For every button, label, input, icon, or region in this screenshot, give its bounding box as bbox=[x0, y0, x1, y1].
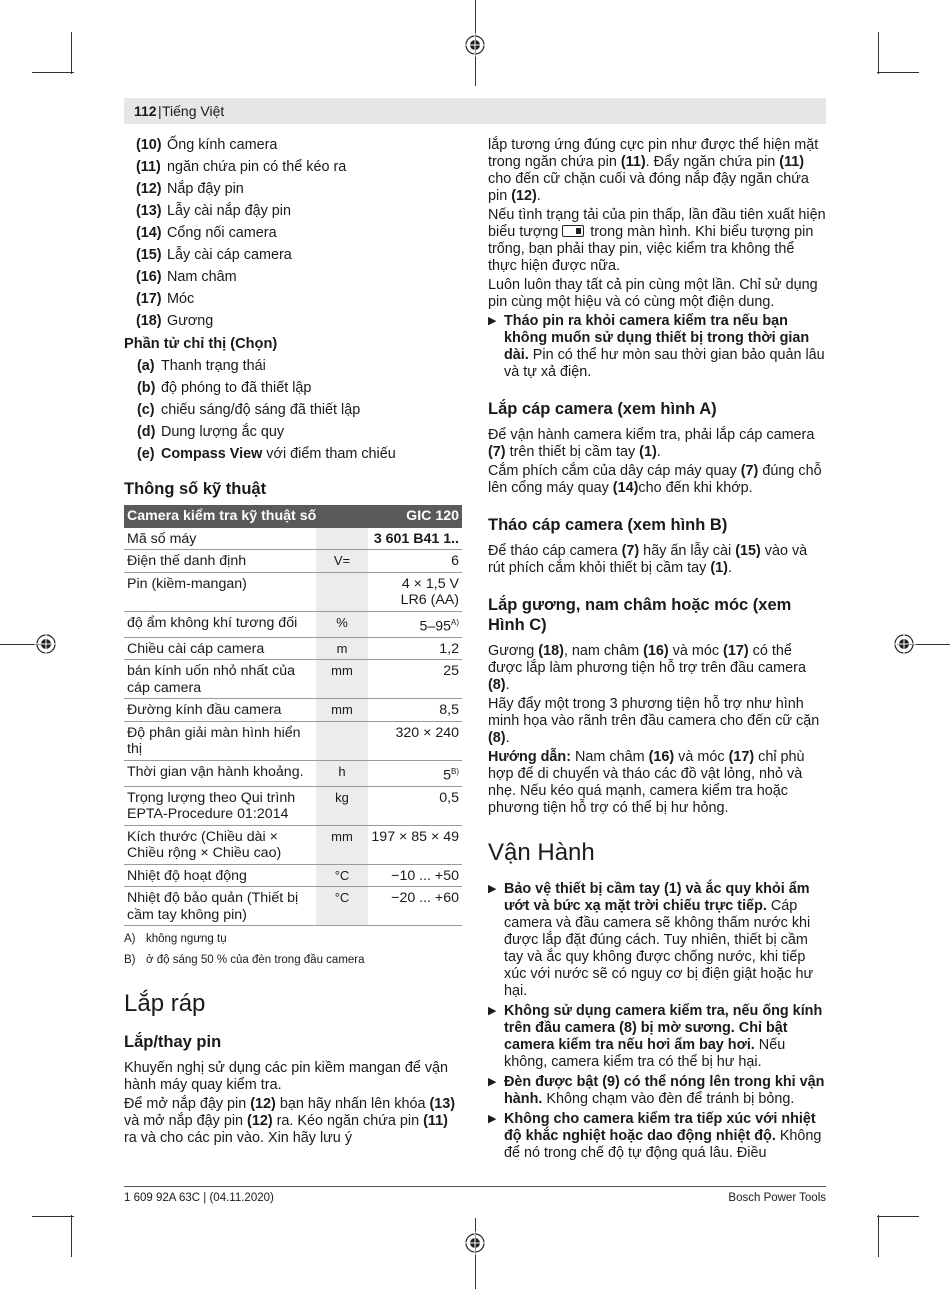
registration-mark-top bbox=[463, 33, 487, 57]
list-item: (a) Thanh trạng thái bbox=[137, 358, 266, 374]
list-item: (10) Ống kính camera bbox=[136, 137, 278, 153]
list-item: (14) Cổng nối camera bbox=[136, 225, 277, 241]
remove-cable-heading: Tháo cáp camera (xem hình B) bbox=[488, 516, 728, 534]
battery-low-paragraph: Nếu tình trạng tải của pin thấp, lần đầu tiên xuất hiện biểu tượng trong màn hình. Khi biểu tượng pin trống, bạn phải thay pin, việc kiểm tra không thể thực hiện được nữa. bbox=[488, 207, 826, 274]
table-row: Nhiệt độ hoạt động °C −10 ... +50 bbox=[124, 864, 462, 887]
list-item: (18) Gương bbox=[136, 313, 214, 329]
table-row: Điện thế danh định V= 6 bbox=[124, 550, 462, 573]
header-separator: | bbox=[158, 103, 162, 119]
bullet-arrow-icon: ▶ bbox=[488, 315, 497, 327]
cable-heading: Lắp cáp camera (xem hình A) bbox=[488, 400, 717, 418]
spec-heading: Thông số kỹ thuật bbox=[124, 480, 267, 498]
list-item: (16) Nam châm bbox=[136, 269, 237, 285]
cable-paragraph-1: Để vận hành camera kiểm tra, phải lắp cáp camera (7) trên thiết bị cầm tay (1). bbox=[488, 427, 815, 460]
bullet-arrow-icon: ▶ bbox=[488, 1005, 497, 1017]
mirror-paragraph-1: Gương (18), nam châm (16) và móc (17) có thể được lắp làm phương tiện hỗ trợ trên đầu camera (8). bbox=[488, 643, 806, 693]
table-row: Mã số máy 3 601 B41 1.. bbox=[124, 528, 462, 550]
list-item: (15) Lẫy cài cáp camera bbox=[136, 247, 292, 263]
spec-table bbox=[124, 505, 462, 926]
battery-paragraph-3: lắp tương ứng đúng cực pin như được thể hiện mặt trong ngăn chứa pin (11). Đẩy ngăn chứa pin (11) cho đến cữ chặn cuối và đóng nắp đậy ngăn chứa pin (12). bbox=[488, 137, 819, 204]
table-row: Đường kính đầu camera mm 8,5 bbox=[124, 699, 462, 722]
registration-mark-left bbox=[34, 632, 58, 656]
mirror-paragraph-2: Hãy đẩy một trong 3 phương tiện hỗ trợ như hình minh họa vào rãnh trên đầu camera cho đến cữ cặn (8). bbox=[488, 696, 820, 746]
cable-paragraph-2: Cắm phích cắm của dây cáp máy quay (7) đúng chỗ lên cổng máy quay (14)cho đến khi khớp. bbox=[488, 463, 822, 496]
header-language: Tiếng Việt bbox=[162, 103, 225, 119]
footer-right: Bosch Power Tools bbox=[728, 1192, 826, 1204]
bullet-arrow-icon: ▶ bbox=[488, 1113, 497, 1125]
list-item: (12) Nắp đậy pin bbox=[136, 181, 244, 197]
table-row: bán kính uốn nhỏ nhất của cáp camera mm 25 bbox=[124, 660, 462, 699]
assembly-heading: Lắp ráp bbox=[124, 990, 206, 1018]
footer-rule bbox=[124, 1186, 826, 1187]
footer-left: 1 609 92A 63C | (04.11.2020) bbox=[124, 1192, 274, 1204]
page-number: 112 bbox=[134, 103, 157, 119]
battery-heading: Lắp/thay pin bbox=[124, 1033, 222, 1052]
table-row: Chiều cài cáp camera m 1,2 bbox=[124, 637, 462, 660]
remove-cable-paragraph: Để tháo cáp camera (7) hãy ấn lẫy cài (15) vào và rút phích cắm khỏi thiết bị cầm tay (1). bbox=[488, 543, 808, 576]
battery-paragraph-1: Khuyến nghị sử dụng các pin kiềm mangan để vận hành máy quay kiểm tra. bbox=[124, 1060, 449, 1094]
spec-model: GIC 120 bbox=[368, 505, 462, 528]
list-item: (17) Móc bbox=[136, 291, 195, 307]
footnote: B) ở độ sáng 50 % của đèn trong đầu camera bbox=[124, 954, 365, 967]
table-row: Trọng lượng theo Qui trình EPTA-Procedure 01:2014 kg 0,5 bbox=[124, 786, 462, 825]
table-row: Pin (kiềm-mangan) 4 × 1,5 V LR6 (AA) bbox=[124, 572, 462, 611]
spec-notes bbox=[124, 932, 462, 968]
spec-table-header bbox=[124, 505, 462, 528]
bullet-item: ▶ Bảo vệ thiết bị cầm tay (1) và ắc quy khỏi ẩm ướt và bức xạ mặt trời chiếu trực tiếp. Cáp camera và đầu camera sẽ không thấm nước khi được lắp đặt đúng cách. Tuy nhiên, thiết bị cầm tay và ắc quy không được chống nước, khi tiếp xúc với nước sẽ có nguy cơ bị điện giật hoặc hư hại. bbox=[488, 881, 814, 999]
bullet-item: ▶ Đèn được bật (9) có thể nóng lên trong khi vận hành. Không chạm vào đèn để tránh bị bỏng. bbox=[488, 1074, 825, 1107]
table-row: Kích thước (Chiều dài × Chiều rộng × Chiều cao) mm 197 × 85 × 49 bbox=[124, 825, 462, 864]
component-list bbox=[124, 137, 462, 330]
registration-mark-right bbox=[892, 632, 916, 656]
table-row: Nhiệt độ bảo quản (Thiết bị cầm tay không pin) °C −20 ... +60 bbox=[124, 887, 462, 926]
battery-paragraph-4: Luôn luôn thay tất cả pin cùng một lần. Chỉ sử dụng pin cùng một hiệu và có cùng một điện dung. bbox=[488, 277, 818, 310]
bullet-item: ▶ Tháo pin ra khỏi camera kiểm tra nếu bạn không muốn sử dụng thiết bị trong thời gian dài. Pin có thể hư mòn sau thời gian bảo quản lâu và tự xả điện. bbox=[488, 313, 825, 380]
list-item: (11) ngăn chứa pin có thể kéo ra bbox=[136, 159, 347, 175]
bullet-item: ▶ Không cho camera kiểm tra tiếp xúc với nhiệt độ khắc nghiệt hoặc dao động nhiệt độ. Không để nó trong chế độ tự động quá lâu. Điều bbox=[488, 1111, 822, 1161]
table-row: Độ phân giải màn hình hiển thị 320 × 240 bbox=[124, 721, 462, 760]
page-header bbox=[124, 98, 826, 124]
list-item: (e) Compass View với điểm tham chiếu bbox=[137, 446, 396, 462]
right-column bbox=[488, 137, 826, 1165]
bullet-item: ▶ Không sử dụng camera kiểm tra, nếu ống kính trên đầu camera (8) bị mờ sương. Chỉ bật camera kiểm tra nếu hơi ẩm bay hơi. Nếu không, camera kiểm tra có thể bị hư hại. bbox=[488, 1003, 823, 1070]
left-column bbox=[124, 137, 462, 1149]
footnote: A) không ngưng tụ bbox=[124, 933, 227, 946]
battery-low-icon bbox=[562, 225, 584, 237]
display-heading: Phần tử chỉ thị (Chọn) bbox=[124, 336, 278, 352]
table-row: độ ẩm không khí tương đối % $5-95^{A)}$ bbox=[124, 611, 462, 637]
list-item: (d) Dung lượng ắc quy bbox=[137, 424, 285, 440]
list-item: (c) chiếu sáng/độ sáng đã thiết lập bbox=[137, 402, 361, 418]
display-list bbox=[124, 358, 462, 463]
bullet-arrow-icon: ▶ bbox=[488, 1076, 497, 1088]
bullet-arrow-icon: ▶ bbox=[488, 883, 497, 895]
battery-paragraph-2: Để mở nắp đậy pin (12) bạn hãy nhấn lên khóa (13) và mở nắp đậy pin (12) ra. Kéo ngăn chứa pin (11) ra và cho các pin vào. Xin hãy lưu ý bbox=[124, 1096, 456, 1147]
mirror-note: Hướng dẫn: Nam châm (16) và móc (17) chỉ phù hợp để di chuyển và tháo các đồ vật lỏng, nhỏ và nhẹ. Nếu kéo quá mạnh, camera kiểm tra hoặc phương tiện hỗ trợ có thể bị hư hỏng. bbox=[488, 749, 805, 816]
table-row: Thời gian vận hành khoảng. h $5^{B)}$ bbox=[124, 760, 462, 786]
list-item: (13) Lẫy cài nắp đậy pin bbox=[136, 203, 292, 219]
spec-table-title: Camera kiểm tra kỹ thuật số bbox=[124, 505, 368, 528]
operation-heading: Vận Hành bbox=[488, 839, 595, 866]
mirror-heading: Lắp gương, nam châm hoặc móc (xem Hình C) bbox=[488, 596, 792, 634]
registration-mark-bottom bbox=[463, 1231, 487, 1255]
list-item: (b) độ phóng to đã thiết lập bbox=[137, 380, 312, 396]
